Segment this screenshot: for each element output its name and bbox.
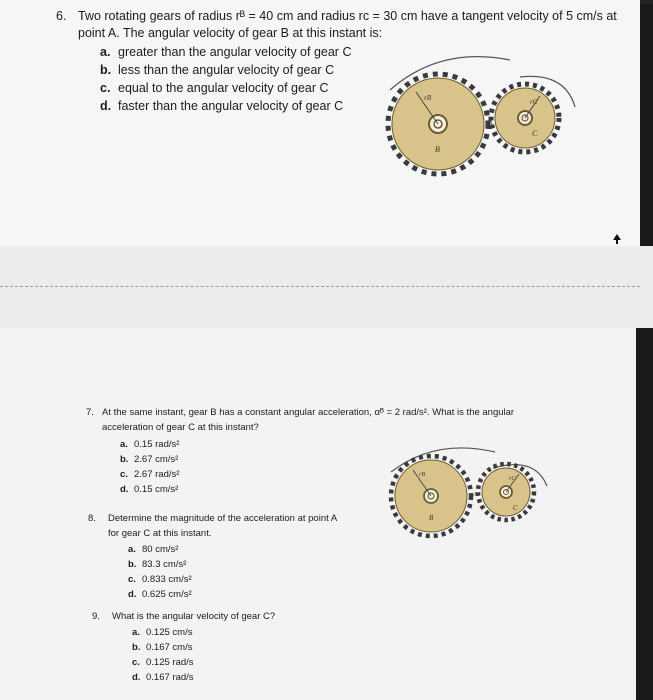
question-number: 8. [88,513,96,524]
worksheet-page-2 [0,328,636,700]
option-a[interactable]: a. 80 cm/s² [128,544,179,555]
question-8 [88,512,388,602]
option-a[interactable]: a. 0.125 cm/s [132,627,193,638]
question-stem-line-1: Two rotating gears of radius rᴮ = 40 cm and radius rᴄ = 30 cm have a tangent velocity of 5 cm/s at [78,9,617,23]
question-stem-line-2: point A. The angular velocity of gear B at this instant is: [78,26,383,40]
worksheet-page-1 [0,0,640,246]
label-gear-c: C [513,504,518,512]
question-number: 7. [86,407,94,418]
label-rc: rC [530,98,538,106]
label-rc: rC [509,476,516,482]
option-b[interactable]: b. 83.3 cm/s² [128,559,187,570]
option-a[interactable]: a. 0.15 rad/s² [120,439,180,450]
question-number: 9. [92,611,100,622]
option-b[interactable]: b. 0.167 cm/s [132,642,193,653]
option-b[interactable]: b. less than the angular velocity of gear C [100,63,335,77]
question-stem-line-1: What is the angular velocity of gear C? [112,611,276,622]
label-point-a: A [473,492,477,498]
label-gear-b: B [429,514,434,522]
option-c[interactable]: c. 0.125 rad/s [132,657,194,668]
option-d[interactable]: d. faster than the angular velocity of gear C [100,99,344,113]
question-stem-line-1: Determine the magnitude of the acceleration at point A [108,513,338,524]
option-b[interactable]: b. 2.67 cm/s² [120,454,179,465]
option-d[interactable]: d. 0.625 cm/s² [128,589,192,600]
label-rb: rB [424,94,431,102]
option-a[interactable]: a. greater than the angular velocity of gear C [100,45,352,59]
label-point-a: A [488,118,493,126]
page-gap [0,246,653,328]
label-gear-c: C [532,129,538,138]
question-stem-line-1: At the same instant, gear B has a constant angular acceleration, αᴮ = 2 rad/s². What is the angular [102,407,515,418]
gear-figure-1 [380,52,580,192]
option-c[interactable]: c. equal to the angular velocity of gear C [100,81,329,95]
option-c[interactable]: c. 2.67 rad/s² [120,469,180,480]
question-number: 6. [56,9,67,23]
dashed-divider [0,286,640,287]
question-stem-line-2: acceleration of gear C at this instant? [102,422,259,433]
label-rb: rB [419,472,425,478]
option-d[interactable]: d. 0.167 rad/s [132,672,194,683]
mouse-cursor-icon [613,234,621,244]
label-gear-b: B [435,145,440,154]
gear-figure-2 [385,446,555,546]
option-c[interactable]: c. 0.833 cm/s² [128,574,192,585]
option-d[interactable]: d. 0.15 cm/s² [120,484,179,495]
question-stem-line-2: for gear C at this instant. [108,528,212,539]
question-9 [92,610,392,690]
